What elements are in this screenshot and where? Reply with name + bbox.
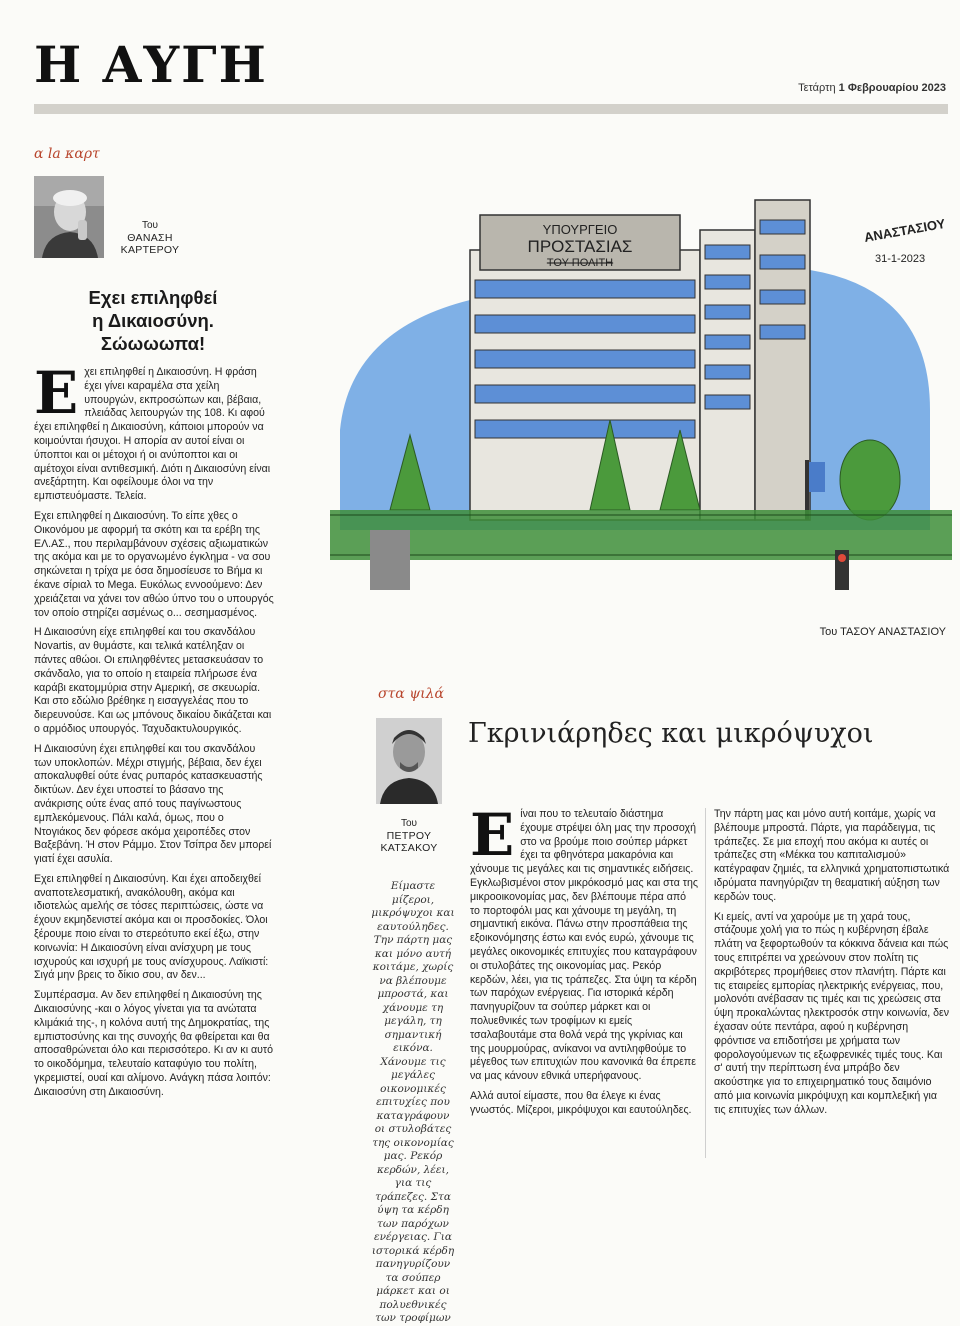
cartoon-credit: Του ΤΑΣΟΥ ΑΝΑΣΤΑΣΙΟΥ [819,626,946,638]
author-first-name: ΘΑΝΑΣΗ [127,232,173,244]
paragraph-text: ίναι που το τελευταίο διάστημα έχουμε στρέψει όλη μας την προσοχή στο να βρούμε ποιο σούπερ μάρκετ έχει τα φθηνότερα μακαρόνια και χάνουμε τις μεγάλες και τις σημαντικές ειδήσεις. Εγκλωβισμένοι στον μικρόκοσμό μας και στα της μικροοικονομίας μας, δεν βλέπουμε πέρα από το πορτοφόλι μας και χάνουμε τη μεγάλη, τη σημαντική εικόνα. Πάνω στην προσπάθεια της εξοικονόμησης έστω και ενός ευρώ, χάνουμε τις μεγάλες οικονομικές επιτυχίες που καταγράφουν οι στυλοβάτες της οικονομίας μας. Ρεκόρ κερδών, λέει, για τις τράπεζες. Στα ύψη τα κέρδη των παρόχων ενέργειας. Για ιστορικά κέρδη πανηγυρίζουν τα σούπερ μάρκετ και οι πολυεθνικές των τροφίμων κι εμείς τσαλαβουτάμε στα θολά νερά της γκρίνιας και της μουρμούρας, ανίκανοι να αντιληφθούμε το μέγεθος των επιτυχιών που κανονικά θα έπρεπε να μας κάνουν εθνικά υπερήφανους. [470,808,698,1083]
paragraph: Την πάρτη μας και μόνο αυτή κοιτάμε, χωρίς να βλέπουμε μπροστά. Πάρτε, για παράδειγμα, τις τράπεζες. Σε μια εποχή που ακόμα κι αυτές οι τράπεζες στη «Μέκκα του καπιταλισμού» κατέγραφαν ζημιές, τα ελληνικά χρηματοπιστωτικά ιδρύματα πανηγύριζαν τη θεαματική αύξηση των κερδών τους. [714,808,950,903]
paragraph [470,801,698,1084]
headline-line-1: Εχει επιληφθεί [88,287,218,308]
author-last-name: ΚΑΡΤΕΡΟΥ [120,244,180,256]
pull-quote: Είμαστε μίζεροι, μικρόψυχοι και εαυτούληδες. Την πάρτη μας και μόνο αυτή κοιτάμε, χωρίς να βλέπουμε μπροστά, και χάνουμε τη μεγάλη, τη σημαντική εικόνα. Χάνουμε τις μεγάλες οικονομικές επιτυχίες που καταγράφουν οι στυλοβάτες της οικονομίας μας. Ρεκόρ κερδών, λέει, για τις τράπεζες. Στα ύψη τα κέρδη των παρόχων ενέργειας. Για ιστορικά κέρδη πανηγυρίζουν τα σούπερ μάρκετ και οι πολυεθνικές των τροφίμων [371,880,455,1324]
article-column-1 [470,801,698,1124]
article-body [34,359,274,1106]
author-photo [376,718,442,804]
article-headline [34,286,272,355]
masthead-rule [34,104,948,114]
cartoon-sign-line-3: ΤΟΥ ΠΟΛΙΤΗ [546,257,614,269]
author-byline [110,220,190,256]
author-photo [34,176,104,258]
author-first-name: ΠΕΤΡΟΥ [386,830,432,842]
byline-prefix: Του [141,220,159,231]
cartoonist-signature: ΑΝΑΣΤΑΣΙΟΥ [862,215,947,245]
paragraph: Συμπέρασμα. Αν δεν επιληφθεί η Δικαιοσύνη της Δικαιοσύνης -και ο λόγος γίνεται για τα ανώτατα κλιμάκιά της-, η κολόνα αυτή της Δημοκρατίας, της εμπιστοσύνης και της συνοχής θα φθείρεται και θα αποσαθρώνεται όλο και περισσότερο. Κι αν κι αυτό το οικοδόμημα, τελευταίο καταφύγιο του πολίτη, γκρεμιστεί, ουαί και αλίμονο. Ανάγκη πάσα λοιπόν: Δικαιοσύνη στη Δικαιοσύνη. [34,989,274,1098]
cartoon-sign-line-1: ΥΠΟΥΡΓΕΙΟ [542,222,618,237]
headline-line-2: η Δικαιοσύνη. [92,310,214,331]
byline-prefix: Του [400,818,418,829]
drop-cap: Ε [34,359,79,427]
issue-weekday: Τετάρτη [798,82,836,94]
newspaper-masthead: Η ΑΥΓΗ [34,35,268,94]
author-byline [370,818,448,854]
paragraph: Η Δικαιοσύνη έχει επιληφθεί και του σκανδάλου των υποκλοπών. Μέχρι στιγμής, βέβαια, δεν έχει αποκαλυφθεί ούτε ένας ρυπαρός κατασκευαστής δικτύων. Δεν έχει υποστεί το βάσανο της ανάκρισης ούτε ένας από τους παγίνωστους εμπλεκόμενους. Πάλι καλά, όμως, που ο Ντογιάκος δεν φόρεσε ακόμα χειροπέδες στον Βαξεβάνη. Ή στον Ράμμο. Στον Τσίπρα δεν μπορεί γιατί έχει ασυλία. [34,742,272,866]
paragraph [34,359,274,504]
cartoonist-signature-date: 31-1-2023 [875,253,926,265]
paragraph: Αλλά αυτοί είμαστε, που θα έλεγε κι ένας γνωστός. Μίζεροι, μικρόψυχοι και εαυτούληδες. [470,1089,692,1116]
article-column-2 [714,808,950,1124]
column-tag-sta-psila: στα ψιλά [378,686,445,702]
article-headline: Γκρινιάρηδες και μικρόψυχοι [468,718,874,749]
paragraph: Η Δικαιοσύνη είχε επιληφθεί και του σκανδάλου Novartis, αν θυμάστε, και τελικά κατέληξαν οι πάντες αθώοι. Οι επιληφθέντες μετασκευάσαν το σκάνδαλο, για το οποίο η εταιρεία πλήρωσε ένα καράβι εκατομμύρια στην Αμερική, σε σκευωρία. Και στο εδώλιο βρέθηκε η εισαγγελέας που το διερευνούσε. Και ως μπόνους δικαίου δικάζεται και ο αρμόδιος υπουργός. Ταχυδακτυλουργικός. [34,626,272,735]
paragraph: Εχει επιληφθεί η Δικαιοσύνη. Και έχει αποδειχθεί αναποτελεσματική, ανακόλουθη, ακόμα και ιδιοτελώς αμελής σε τόσες περιπτώσεις, ώστε να έχουν εκμηδενιστεί ακόμα και οι προσδοκίες. Όλοι ξέρουμε ποιο είναι το στερεότυπο εκεί έξω, στην κοινωνία: Η Δικαιοσύνη είναι ανίσχυρη με τους ισχυρούς και ισχυρή με τους ανίσχυρους. Λαϊκιστί: Σιγά μην βρεις το δίκιο σου, αν δεν... [34,872,269,982]
paragraph: Κι εμείς, αντί να χαρούμε με τη χαρά τους, στάζουμε χολή για το πώς η κυβέρνηση έβαλε πλάτη να ξεφορτωθούν τα κόκκινα δάνεια και πώς τους επιτρέπει να χρεώνουν στον πολίτη τις ακριβότερες προμήθειες στον πλανήτη. Πάρτε και τις εταιρείες εμπορίας ηλεκτρικής ενέργειας, που, μολονότι ανέβασαν τις τιμές και τις χρεώσεις στα ύψη προκαλώντας ηλεκτροσόκ στην κοινωνία, δεν έχασαν ούτε πεντάρα, αφού η κυβέρνηση φρόντισε να επιδοτήσει με χρήματα των φορολογούμενων τις εξωφρενικές τιμές τους. Και σ' αυτή την περίπτωση ένα μπράβο δεν ακούστηκε για το επιχειρηματικό τους δαιμόνιο από μια κοινωνία μικρόψυχη και κομπλεξική για τις επιτυχίες των άλλων. [714,910,950,1116]
editorial-cartoon [330,180,952,620]
paragraph: Εχει επιληφθεί η Δικαιοσύνη. Το είπε χθες ο Οικονόμου με αφορμή τα σκότη και τα ερέβη της ΕΛ.ΑΣ., που περιλαμβάνουν σχέσεις αξιωματικών της ακόμα και με το οργανωμένο έγκλημα - να σου σηκώνεται η τρίχα με όσα δημοσίευσε το Βήμα κι έκανε σίριαλ το Mega. Ευκόλως εννοούμενο: Δεν χρειάζεται να χάνει τον αθώο ύπνο του ο υπουργός τον οποίο στηρίζει ασμένως ο... σεσημασμένος. [34,509,274,619]
column-tag-a-la-cart: α la καρτ [34,146,100,162]
headline-line-3: Σώωωωπα! [100,333,206,354]
paragraph-text: χει επιληφθεί η Δικαιοσύνη. Η φράση έχει γίνει καραμέλα στα χείλη υπουργών, εκπροσώπων και, βέβαια, πλειάδας λειτουργών της 108. Κι αφού έχει επιληφθεί η Δικαιοσύνη, κάποιοι μπορούν να κοιμούνται ήσυχοι. Η απορία αν αυτοί είναι οι ύποπτοι και οι μέτοχοι ή οι ανύποπτοι και οι αμέτοχοι είναι αντιθεσμική. Διότι η Δικαιοσύνη είναι ανεξάρτητη. Και οφείλουμε όλοι να την εμπιστευόμαστε. Τελεία. [34,366,271,503]
issue-date [798,82,946,94]
author-last-name: ΚΑΤΣΑΚΟΥ [380,842,438,854]
cartoon-sign-line-2: ΠΡΟΣΤΑΣΙΑΣ [527,237,633,256]
issue-date-text: 1 Φεβρουαρίου 2023 [838,82,946,94]
column-divider [705,808,706,1158]
drop-cap: Ε [470,801,515,869]
